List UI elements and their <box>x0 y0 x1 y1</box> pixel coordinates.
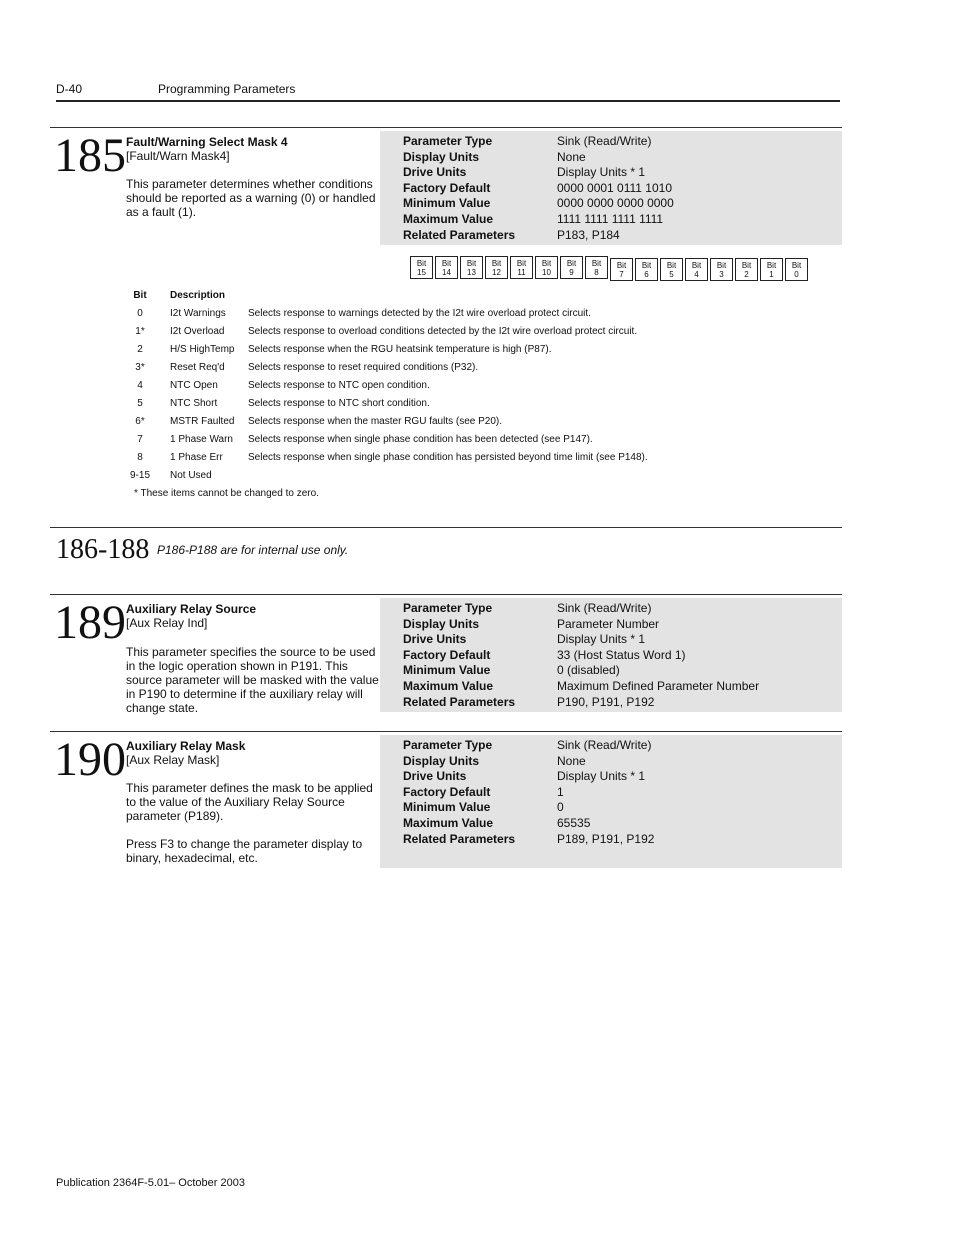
bit-box: Bit 5 <box>660 258 683 281</box>
bit-table-header <box>126 290 826 308</box>
row-value: 0000 0000 0000 0000 <box>557 196 674 211</box>
bit-box: Bit 3 <box>710 258 733 281</box>
table-row <box>380 648 842 664</box>
param-190-heading <box>126 739 380 767</box>
param-189-table <box>380 598 842 712</box>
section-divider <box>50 527 842 528</box>
bit-box: Bit 0 <box>785 258 808 281</box>
row-label: Factory Default <box>403 647 491 662</box>
table-row: 1* I2t Overload Selects response to overload conditions detected by the I2t wire overload protect circuit. <box>135 326 638 337</box>
table-row <box>380 738 842 754</box>
param-185-short-name: [Fault/Warn Mask4] <box>126 149 230 163</box>
param-185-table <box>380 131 842 245</box>
table-row <box>380 754 842 770</box>
table-row <box>380 832 842 848</box>
row-value: None <box>557 753 586 768</box>
param-185-description <box>126 177 384 233</box>
section-divider <box>50 127 842 128</box>
bit-column-header: Bit <box>133 290 147 301</box>
param-189-description <box>126 645 384 729</box>
param-189-name: Auxiliary Relay Source <box>126 602 257 616</box>
row-label: Factory Default <box>403 180 491 195</box>
row-label: Display Units <box>403 616 480 631</box>
row-label: Maximum Value <box>403 211 494 226</box>
row-label: Drive Units <box>403 769 467 784</box>
param-189-short-name: [Aux Relay Ind] <box>126 616 208 630</box>
param-189-description-text: This parameter specifies the source to be used in the logic operation shown in P191. This source parameter will be masked with the value in P190 to determine if the auxiliary relay will change state. <box>126 645 379 715</box>
param-190-description-text-2: Press F3 to change the parameter display to binary, hexadecimal, etc. <box>126 837 363 865</box>
row-value: Display Units * 1 <box>557 165 646 180</box>
row-label: Maximum Value <box>403 678 494 693</box>
param-185-number: 185 <box>54 129 126 182</box>
row-value: 1 <box>557 784 564 799</box>
bit-box: Bit 12 <box>485 256 508 279</box>
param-190-description <box>126 781 384 879</box>
row-label: Related Parameters <box>403 227 516 242</box>
row-label: Related Parameters <box>403 831 516 846</box>
table-row <box>380 785 842 801</box>
row-label: Drive Units <box>403 632 467 647</box>
page-number: D-40 <box>56 82 83 96</box>
param-190-name: Auxiliary Relay Mask <box>126 739 246 753</box>
row-label: Minimum Value <box>403 800 491 815</box>
table-row <box>380 695 842 711</box>
param-190-description-text: This parameter defines the mask to be applied to the value of the Auxiliary Relay Source parameter (P189). <box>126 781 373 823</box>
row-value: None <box>557 149 586 164</box>
row-label: Parameter Type <box>403 738 493 752</box>
bit-box: Bit 7 <box>610 258 633 281</box>
row-label: Drive Units <box>403 165 467 180</box>
row-value: P183, P184 <box>557 227 620 242</box>
publication-footer: Publication 2364F-5.01– October 2003 <box>56 1177 245 1189</box>
row-value: 1111 1111 1111 1111 <box>557 211 664 226</box>
bit-box: Bit 4 <box>685 258 708 281</box>
row-value: Display Units * 1 <box>557 769 646 784</box>
table-row <box>380 150 842 166</box>
row-value: Sink (Read/Write) <box>557 134 652 148</box>
bit-box: Bit 2 <box>735 258 758 281</box>
row-label: Related Parameters <box>403 694 516 709</box>
row-value: Display Units * 1 <box>557 632 646 647</box>
row-value: 65535 <box>557 815 591 830</box>
section-divider <box>50 594 842 595</box>
row-value: Parameter Number <box>557 616 660 631</box>
table-row: 9-15 Not Used <box>129 470 212 481</box>
table-row <box>380 212 842 228</box>
row-value: 0 <box>557 800 564 815</box>
row-label: Display Units <box>403 149 480 164</box>
row-label: Display Units <box>403 753 480 768</box>
param-189-number: 189 <box>54 596 126 649</box>
table-row <box>380 165 842 181</box>
page-header <box>56 80 840 102</box>
table-row <box>380 196 842 212</box>
row-value: 0000 0001 0111 1010 <box>557 180 673 195</box>
table-row: 0 I2t Warnings Selects response to warnings detected by the I2t wire overload protect circuit. <box>137 308 591 319</box>
table-row <box>380 617 842 633</box>
row-value: P190, P191, P192 <box>557 694 655 709</box>
bit-boxes <box>410 256 810 281</box>
table-row <box>380 663 842 679</box>
table-row: 4 NTC Open Selects response to NTC open condition. <box>137 380 430 391</box>
footnote: * These items cannot be changed to zero. <box>134 488 319 499</box>
table-row <box>380 181 842 197</box>
row-value: Sink (Read/Write) <box>557 601 652 615</box>
param-190-table <box>380 735 842 868</box>
param-185-description-text: This parameter determines whether conditions should be reported as a warning (0) or handled as a fault (1). <box>126 177 376 219</box>
row-label: Minimum Value <box>403 663 491 678</box>
row-value: P189, P191, P192 <box>557 831 655 846</box>
table-row <box>380 679 842 695</box>
section-title: Programming Parameters <box>158 82 296 96</box>
bit-box: Bit 11 <box>510 256 533 279</box>
table-row <box>380 769 842 785</box>
param-185-name: Fault/Warning Select Mask 4 <box>126 135 288 149</box>
row-label: Factory Default <box>403 784 491 799</box>
param-185-heading <box>126 135 380 163</box>
bit-box: Bit 8 <box>585 256 608 279</box>
param-190-short-name: [Aux Relay Mask] <box>126 753 220 767</box>
table-row <box>380 800 842 816</box>
table-row: 6* MSTR Faulted Selects response when the master RGU faults (see P20). <box>135 416 503 427</box>
row-value: Sink (Read/Write) <box>557 738 652 752</box>
bit-description-table <box>126 290 826 506</box>
bit-box: Bit 1 <box>760 258 783 281</box>
table-row: 8 1 Phase Err Selects response when single phase condition has persisted beyond time limit (see P148). <box>137 452 648 463</box>
row-label: Minimum Value <box>403 196 491 211</box>
param-190-number: 190 <box>54 733 126 786</box>
table-row <box>380 632 842 648</box>
description-column-header: Description <box>170 290 226 301</box>
row-value: Maximum Defined Parameter Number <box>557 678 760 693</box>
table-row <box>380 134 842 150</box>
table-row <box>380 228 842 244</box>
table-row: 5 NTC Short Selects response to NTC short condition. <box>137 398 430 409</box>
bit-box: Bit 14 <box>435 256 458 279</box>
bit-box: Bit 6 <box>635 258 658 281</box>
row-value: 33 (Host Status Word 1) <box>557 647 686 662</box>
bit-box: Bit 13 <box>460 256 483 279</box>
row-label: Parameter Type <box>403 134 493 148</box>
row-label: Parameter Type <box>403 601 493 615</box>
param-186-188-number: 186-188 <box>56 534 150 565</box>
section-divider <box>50 731 842 732</box>
table-row: 3* Reset Req'd Selects response to reset required conditions (P32). <box>135 362 479 373</box>
table-row: 7 1 Phase Warn Selects response when single phase condition has been detected (see P147). <box>137 434 593 445</box>
param-186-188-note: P186-P188 are for internal use only. <box>157 543 349 557</box>
row-value: 0 (disabled) <box>557 663 620 678</box>
table-row: 2 H/S HighTemp Selects response when the RGU heatsink temperature is high (P87). <box>137 344 552 355</box>
bit-box: Bit 10 <box>535 256 558 279</box>
table-row <box>380 601 842 617</box>
param-189-heading <box>126 602 380 630</box>
bit-box: Bit 15 <box>410 256 433 279</box>
table-row <box>380 816 842 832</box>
bit-box: Bit 9 <box>560 256 583 279</box>
row-label: Maximum Value <box>403 815 494 830</box>
